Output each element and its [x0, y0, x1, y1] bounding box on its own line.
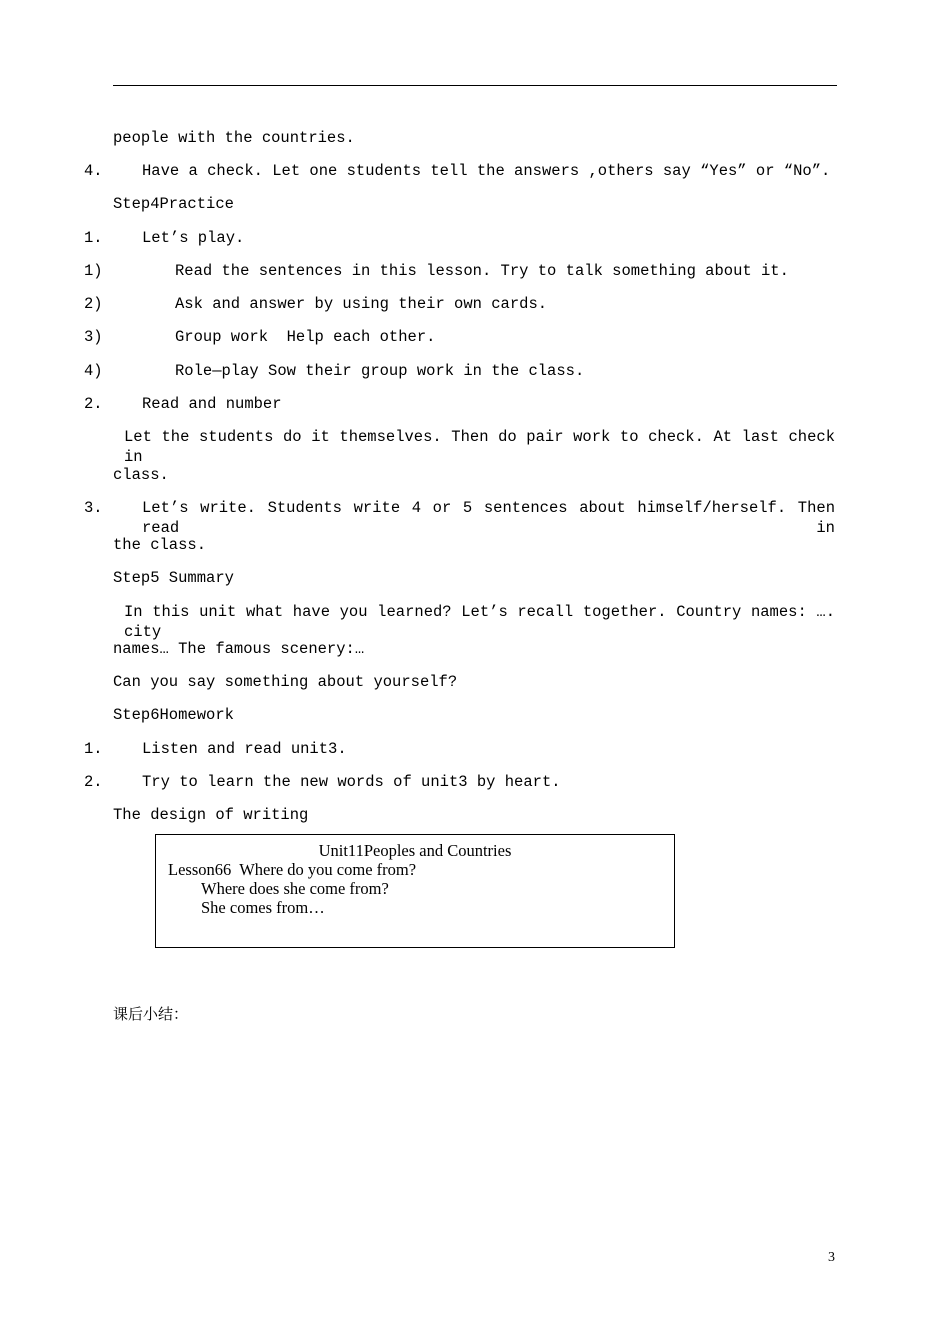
step-heading: Step5 Summary: [113, 569, 234, 587]
list-number: 2.: [84, 395, 103, 413]
blackboard-design-box: [155, 834, 675, 948]
sub-list-text: Role—play Sow their group work in the class.: [175, 362, 585, 380]
list-number: 2.: [84, 773, 103, 791]
paragraph-line: class.: [113, 466, 169, 484]
paragraph-line: In this unit what have you learned? Let’s recall together. Country names: …. city: [124, 603, 835, 641]
paragraph-line: the class.: [113, 536, 207, 554]
list-item-text: Try to learn the new words of unit3 by heart.: [142, 773, 561, 791]
list-number: 1.: [84, 740, 103, 758]
header-rule: [113, 85, 837, 86]
section-label: The design of writing: [113, 806, 309, 824]
list-item-text: Have a check. Let one students tell the answers ,others say “Yes” or “No”.: [142, 162, 831, 180]
list-item-text: Let’s play.: [142, 229, 245, 247]
step-heading: Step4Practice: [113, 195, 234, 213]
list-number: 4.: [84, 162, 103, 180]
sub-list-number: 1): [84, 262, 103, 280]
sub-list-number: 4): [84, 362, 103, 380]
board-line: She comes from…: [201, 898, 325, 917]
sub-list-text: Group work Help each other.: [175, 328, 436, 346]
list-number: 3.: [84, 499, 103, 517]
sub-list-text: Read the sentences in this lesson. Try to talk something about it.: [175, 262, 789, 280]
board-line: Where does she come from?: [201, 879, 389, 898]
list-number: 1.: [84, 229, 103, 247]
paragraph-line: names… The famous scenery:…: [113, 640, 365, 658]
board-title: Unit11Peoples and Countries: [318, 841, 512, 860]
page-number: 3: [828, 1250, 835, 1265]
list-item-text: Read and number: [142, 395, 282, 413]
text-line: people with the countries.: [113, 129, 355, 147]
sub-list-number: 3): [84, 328, 103, 346]
sub-list-number: 2): [84, 295, 103, 313]
list-item-text: Listen and read unit3.: [142, 740, 347, 758]
paragraph-line: Let the students do it themselves. Then do pair work to check. At last check in: [124, 428, 835, 466]
step-heading: Step6Homework: [113, 706, 234, 724]
sub-list-text: Ask and answer by using their own cards.: [175, 295, 548, 313]
board-line: Lesson66 Where do you come from?: [168, 860, 417, 879]
list-item-text: Let’s write. Students write 4 or 5 sentences about himself/herself. Then read in: [142, 499, 835, 537]
after-class-summary-label: 课后小结：: [113, 1005, 189, 1023]
paragraph-line: Can you say something about yourself?: [113, 673, 458, 691]
